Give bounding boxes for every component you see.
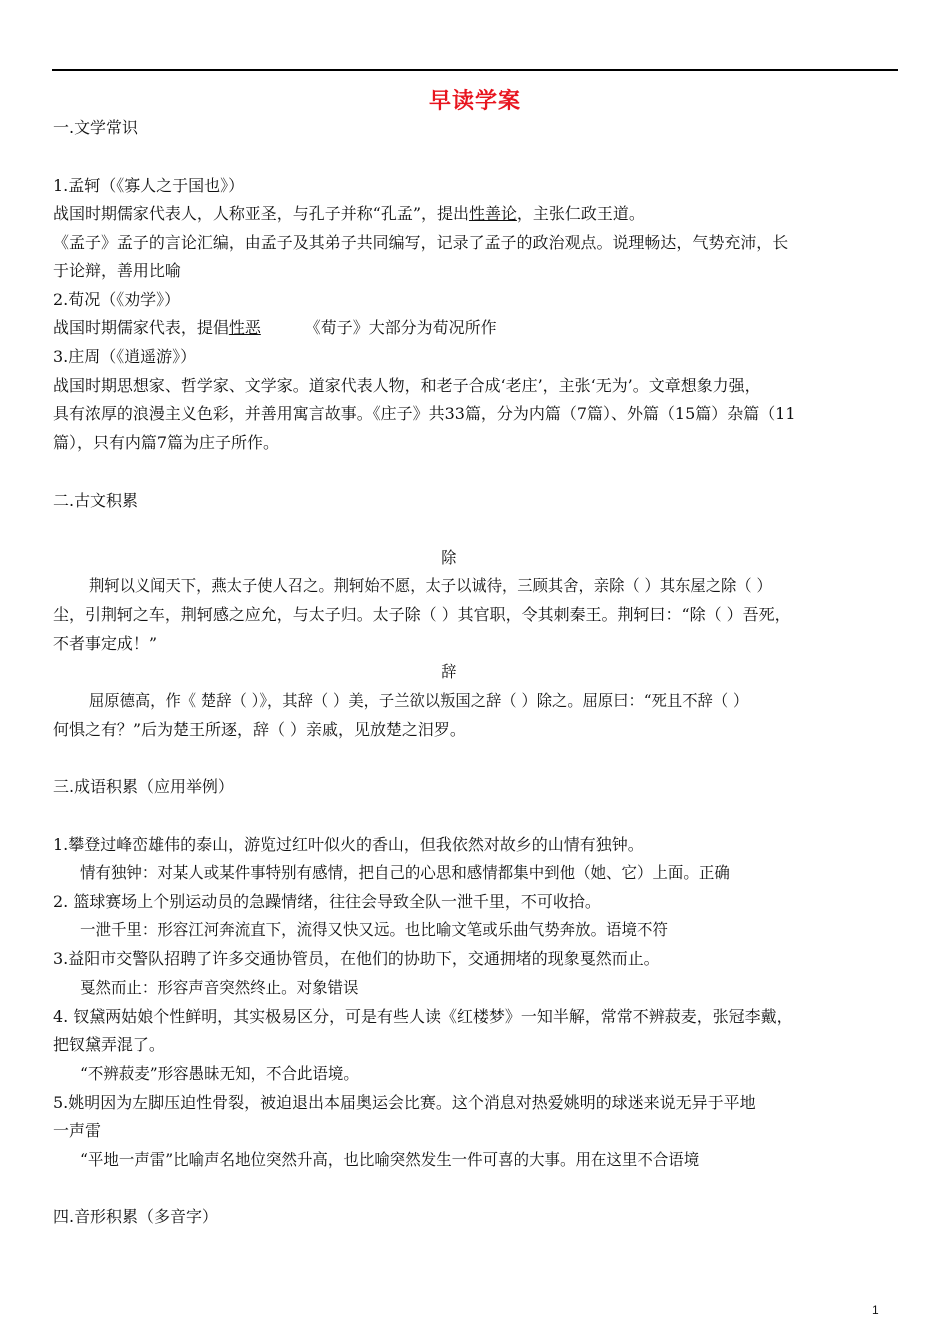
mengke-line-1: [53, 203, 898, 225]
ci-line-1: 屈原德高，作《 楚辞（ ）》，其辞（ ）美，子兰欲以叛国之辞（ ）除之。屈原曰：“死且不辞（ ）: [89, 691, 749, 710]
chu-line-2: 尘，引荆轲之车，荆轲感之应允，与太子归。太子除（ ）其官职，令其刺秦王。荆轲曰：“除（ ）吾死，: [53, 605, 791, 624]
idiom-item-2: 2. 篮球赛场上个别运动员的急躁情绪，往往会导致全队一泄千里，不可收拾。: [53, 892, 601, 911]
zhuangzhou-line-3: 篇），只有内篇7篇为庄子所作。: [53, 433, 279, 452]
chu-title: 除: [441, 548, 457, 567]
idiom-item-5-line-2: 一声雷: [53, 1121, 101, 1140]
chu-line-3: 不者事定成！”: [53, 634, 158, 653]
idiom-item-3-explain: 戛然而止：形容声音突然终止。对象错误: [80, 978, 359, 997]
xunkuang-line-1-a: 战国时期儒家代表，提倡: [53, 318, 229, 337]
zhuangzhou-title: 3.庄周（《逍遥游》）: [53, 347, 197, 366]
page-number: 1: [872, 1303, 879, 1317]
idiom-item-5-explain: “平地一声雷”比喻声名地位突然升高，也比喻突然发生一件可喜的大事。用在这里不合语境: [80, 1150, 700, 1169]
zhuangzhou-line-1: 战国时期思想家、哲学家、文学家。道家代表人物，和老子合成‘老庄’，主张‘无为’。文章想象力强，: [53, 376, 761, 395]
mengke-line-1-a: 战国时期儒家代表人，人称亚圣，与孔子并称“孔孟”，提出: [53, 204, 469, 223]
idiom-item-4-line-1: 4. 钗黛两姑娘个性鲜明，其实极易区分，可是有些人读《红楼梦》一知半解，常常不辨菽麦，张冠李戴，: [53, 1007, 793, 1026]
xunkuang-line-1: [53, 317, 898, 339]
idiom-item-1-explain: 情有独钟：对某人或某件事特别有感情，把自己的心思和感情都集中到他（她、它）上面。正确: [80, 863, 730, 882]
xinge-term: 性恶: [228, 318, 261, 337]
xingshan-term: 性善论: [468, 204, 517, 223]
idiom-item-3: 3.益阳市交警队招聘了许多交通协管员，在他们的协助下，交通拥堵的现象戛然而止。: [53, 949, 660, 968]
header-rule: [52, 69, 898, 71]
section-heading-literature: 一.文学常识: [53, 118, 139, 137]
ci-title: 辞: [441, 662, 457, 681]
page-title: 早读学案: [428, 89, 521, 114]
idiom-item-4-explain: “不辨菽麦”形容愚昧无知，不合此语境。: [80, 1064, 359, 1083]
mengke-line-3: 于论辩，善用比喻: [53, 261, 181, 280]
ci-line-2: 何惧之有？”后为楚王所逐，辞（ ）亲戚，见放楚之汨罗。: [53, 720, 466, 739]
idiom-item-4-line-2: 把钗黛弄混了。: [53, 1035, 165, 1054]
idiom-item-1: 1.攀登过峰峦雄伟的泰山，游览过红叶似火的香山，但我依然对故乡的山情有独钟。: [53, 835, 644, 854]
zhuangzhou-line-2: 具有浓厚的浪漫主义色彩，并善用寓言故事。《庄子》共33篇，分为内篇（7篇）、外篇（15篇）杂篇（11: [53, 404, 796, 423]
mengke-line-2: 《孟子》孟子的言论汇编，由孟子及其弟子共同编写，记录了孟子的政治观点。说理畅达，气势充沛，长: [53, 233, 789, 252]
section-heading-polyphones: 四.音形积累（多音字）: [53, 1207, 218, 1226]
xunkuang-title: 2.荀况（《劝学》）: [53, 290, 181, 309]
section-heading-idioms: 三.成语积累（应用举例）: [53, 777, 234, 796]
chu-line-1: 荆轲以义闻天下，燕太子使人召之。荆轲始不愿，太子以诚待，三顾其舍，亲除（ ）其东屋之除（ ）: [89, 576, 772, 595]
idiom-item-5-line-1: 5.姚明因为左脚压迫性骨裂，被迫退出本届奥运会比赛。这个消息对热爱姚明的球迷来说无异于平地: [53, 1093, 756, 1112]
idiom-item-2-explain: 一泄千里：形容江河奔流直下，流得又快又远。也比喻文笔或乐曲气势奔放。语境不符: [80, 920, 668, 939]
section-heading-classical: 二.古文积累: [53, 491, 139, 510]
mengke-line-1-b: ，主张仁政王道。: [516, 204, 645, 223]
xunkuang-line-1-b: 《荀子》大部分为荀况所作: [304, 318, 497, 337]
mengke-title: 1.孟轲（《寡人之于国也》）: [53, 176, 245, 195]
